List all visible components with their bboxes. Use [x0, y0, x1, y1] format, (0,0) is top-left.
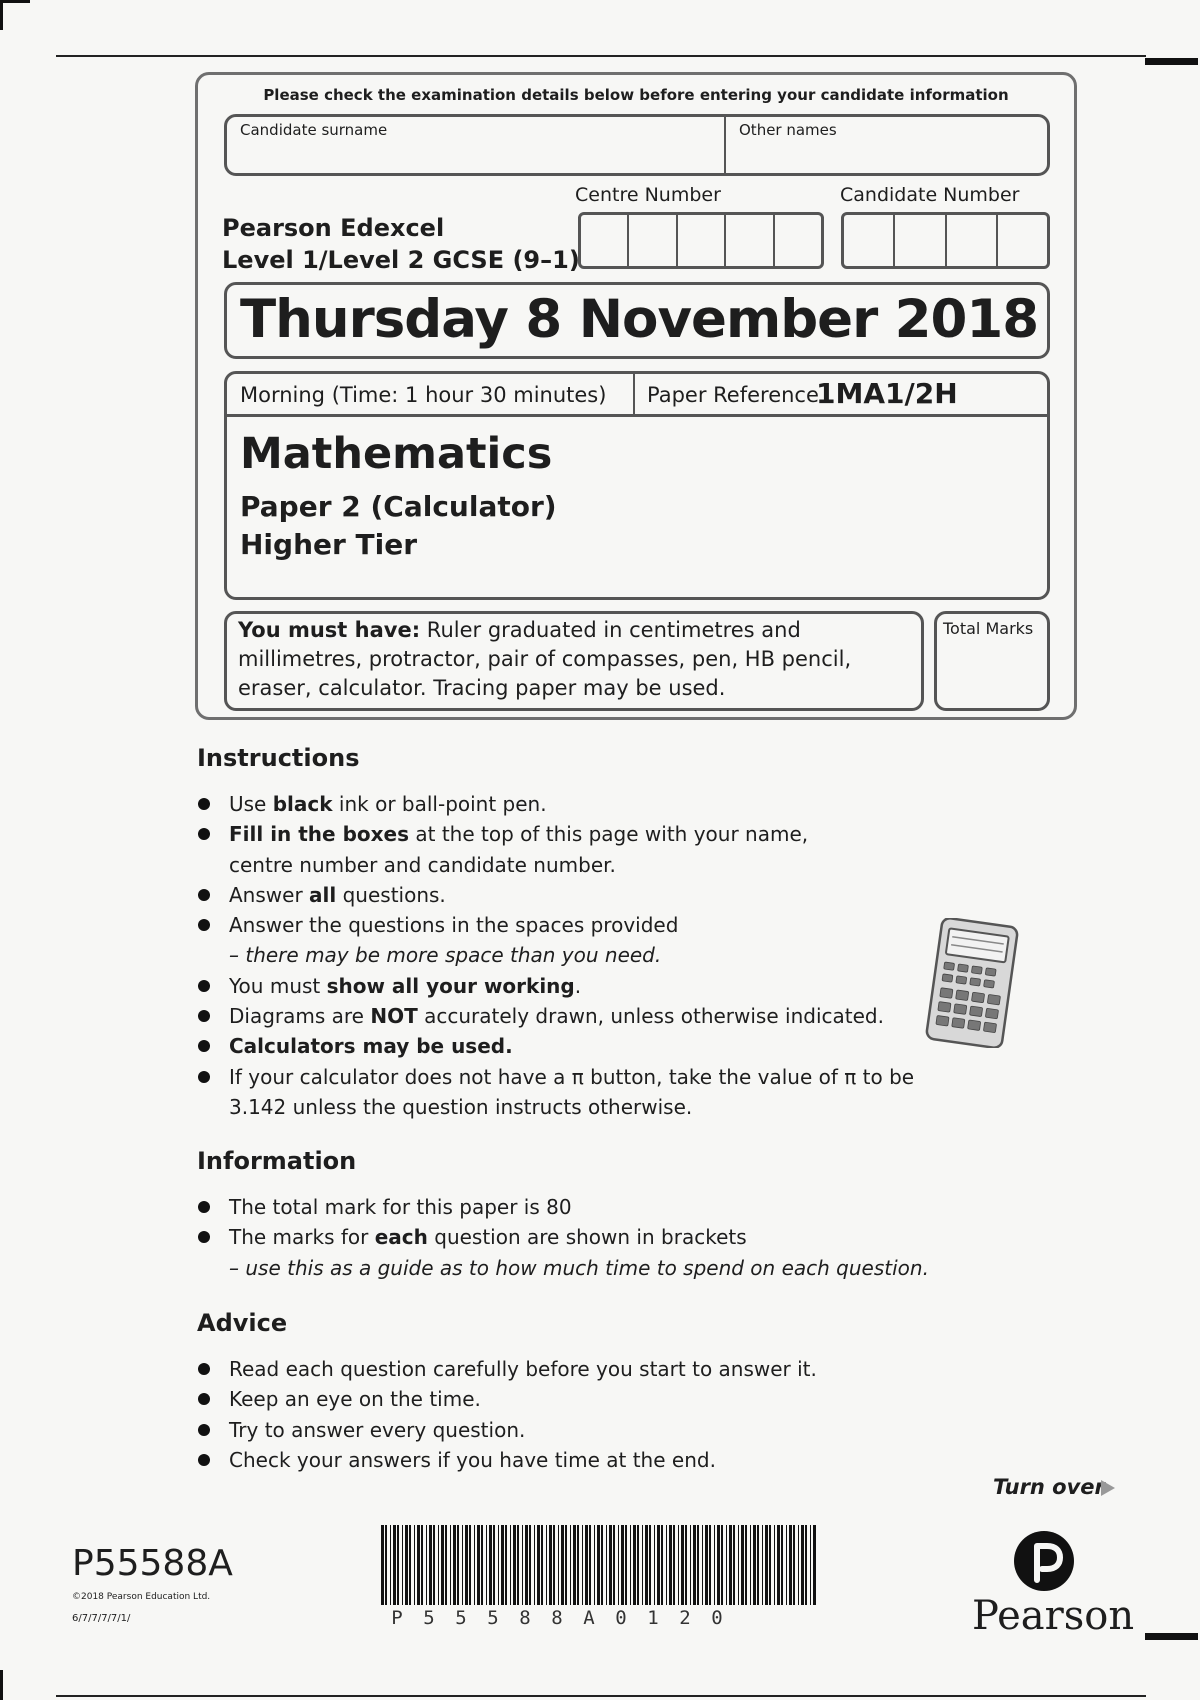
barcode-bar — [621, 1525, 624, 1605]
barcode-bar — [498, 1525, 499, 1605]
barcode-bar — [426, 1525, 427, 1605]
barcode-digit: A — [583, 1607, 595, 1629]
list-item: You must show all your working. — [197, 971, 914, 1001]
barcode-bar — [609, 1525, 612, 1605]
barcode-bar — [534, 1525, 535, 1605]
barcode-bar — [630, 1525, 631, 1605]
barcode-bar — [558, 1525, 559, 1605]
barcode-bar — [453, 1525, 456, 1605]
barcode-bar — [505, 1525, 507, 1605]
barcode-bar — [714, 1525, 715, 1605]
bullet-icon — [198, 798, 210, 810]
advice-list — [197, 1354, 817, 1475]
barcode-bar — [522, 1525, 523, 1605]
barcode-bar — [721, 1525, 723, 1605]
barcode-bar — [493, 1525, 495, 1605]
barcode-bar — [666, 1525, 667, 1605]
information-title: Information — [197, 1147, 357, 1175]
barcode-bar — [805, 1525, 807, 1605]
barcode-bar — [798, 1525, 799, 1605]
barcode-digit: 8 — [551, 1607, 563, 1629]
candidate-surname-field[interactable]: Candidate surname — [240, 121, 388, 139]
list-item: Read each question carefully before you start to answer it. — [197, 1354, 817, 1384]
centre-number-label: Centre Number — [575, 184, 721, 206]
barcode-bar — [781, 1525, 783, 1605]
bullet-icon — [198, 828, 210, 840]
list-item: Answer all questions. — [197, 880, 914, 910]
tier-title: Higher Tier — [240, 528, 418, 561]
equipment-text — [238, 616, 918, 703]
candidate-number-label: Candidate Number — [840, 184, 1020, 206]
barcode-bar — [570, 1525, 571, 1605]
digit-box[interactable] — [844, 215, 895, 266]
barcode-digit: 0 — [711, 1607, 723, 1629]
barcode-bar — [525, 1525, 528, 1605]
barcode-bar — [601, 1525, 603, 1605]
barcode-bar — [489, 1525, 492, 1605]
pearson-logo-icon — [1013, 1530, 1075, 1592]
barcode-bar — [577, 1525, 579, 1605]
barcode-bar — [753, 1525, 756, 1605]
bullet-icon — [198, 1231, 210, 1243]
information-list — [197, 1192, 929, 1283]
barcode-bar — [645, 1525, 648, 1605]
barcode-digit: 2 — [679, 1607, 691, 1629]
list-item: Answer the questions in the spaces provided – there may be more space than you need. — [197, 910, 914, 971]
barcode-bar — [565, 1525, 567, 1605]
crop-mark — [0, 1670, 3, 1700]
barcode-bar — [469, 1525, 471, 1605]
copyright-notice: ©2018 Pearson Education Ltd. — [72, 1592, 211, 1602]
barcode-bar — [690, 1525, 691, 1605]
barcode-bar — [693, 1525, 696, 1605]
barcode-bar — [510, 1525, 511, 1605]
barcode-bar — [589, 1525, 591, 1605]
barcode-bar — [541, 1525, 543, 1605]
barcode-bar — [777, 1525, 780, 1605]
session-divider — [224, 414, 1050, 417]
list-item: Check your answers if you have time at the end. — [197, 1445, 817, 1475]
digit-box[interactable] — [726, 215, 774, 266]
exam-date: Thursday 8 November 2018 — [240, 289, 1039, 350]
bullet-icon — [198, 1424, 210, 1436]
barcode-bar — [385, 1525, 387, 1605]
barcode-bar — [486, 1525, 487, 1605]
barcode-bar — [481, 1525, 483, 1605]
barcode-bar — [405, 1525, 408, 1605]
list-item: The total mark for this paper is 80 — [197, 1192, 929, 1222]
equipment-list: Ruler graduated in centimetres and millimetres, protractor, pair of compasses, pen, HB pencil, eraser, calculator. Tracing paper may be used. — [238, 618, 852, 700]
barcode-bar — [789, 1525, 792, 1605]
barcode-bar — [625, 1525, 627, 1605]
total-marks-label: Total Marks — [943, 619, 1034, 638]
print-code: 6/7/7/7/7/1/ — [72, 1613, 131, 1624]
barcode-bar — [750, 1525, 751, 1605]
barcode-bar — [681, 1525, 684, 1605]
barcode-bar — [669, 1525, 672, 1605]
barcode-bar — [801, 1525, 804, 1605]
list-item: Diagrams are NOT accurately drawn, unless otherwise indicated. — [197, 1001, 914, 1031]
exam-session: Morning (Time: 1 hour 30 minutes) — [240, 383, 607, 407]
digit-box[interactable] — [581, 215, 629, 266]
qualification-level: Level 1/Level 2 GCSE (9–1) — [222, 246, 580, 274]
barcode-digit: 5 — [487, 1607, 499, 1629]
list-item: The marks for each question are shown in brackets – use this as a guide as to how much time to spend on each question. — [197, 1222, 929, 1283]
barcode-bar — [457, 1525, 459, 1605]
subject-title: Mathematics — [240, 429, 553, 479]
digit-box[interactable] — [895, 215, 946, 266]
bullet-icon — [198, 1363, 210, 1375]
barcode-bar — [573, 1525, 576, 1605]
barcode-bar — [553, 1525, 555, 1605]
barcode-bar — [441, 1525, 444, 1605]
barcode-bar — [597, 1525, 600, 1605]
barcode-bar — [637, 1525, 639, 1605]
barcode-number — [381, 1607, 817, 1629]
bullet-icon — [198, 1071, 210, 1083]
barcode-bar — [762, 1525, 763, 1605]
bullet-icon — [198, 889, 210, 901]
barcode-digit: P — [391, 1607, 403, 1629]
barcode-bar — [417, 1525, 420, 1605]
digit-box[interactable] — [947, 215, 998, 266]
barcode-bar — [409, 1525, 411, 1605]
barcode-bar — [501, 1525, 504, 1605]
barcode-icon — [381, 1525, 817, 1605]
barcode-bar — [741, 1525, 744, 1605]
digit-box[interactable] — [775, 215, 821, 266]
barcode-bar — [673, 1525, 675, 1605]
barcode-bar — [769, 1525, 771, 1605]
barcode-bar — [745, 1525, 747, 1605]
crop-mark — [0, 0, 30, 3]
pearson-wordmark: Pearson — [972, 1593, 1135, 1639]
bullet-icon — [198, 1201, 210, 1213]
barcode-bar — [402, 1525, 403, 1605]
barcode-bar — [546, 1525, 547, 1605]
barcode-bar — [585, 1525, 588, 1605]
paper-title: Paper 2 (Calculator) — [240, 490, 557, 523]
barcode-bar — [661, 1525, 663, 1605]
barcode-bar — [438, 1525, 439, 1605]
barcode-bar — [450, 1525, 451, 1605]
barcode-bar — [705, 1525, 708, 1605]
instructions-list — [197, 789, 914, 1122]
barcode-bar — [393, 1525, 396, 1605]
list-item: Fill in the boxes at the top of this page with your name, centre number and candidate number. — [197, 819, 914, 880]
bullet-icon — [198, 1010, 210, 1022]
advice-title: Advice — [197, 1309, 288, 1337]
margin-tab — [1145, 58, 1198, 65]
barcode-bar — [702, 1525, 703, 1605]
bullet-icon — [198, 919, 210, 931]
barcode-bar — [462, 1525, 463, 1605]
barcode-bar — [729, 1525, 732, 1605]
barcode-bar — [529, 1525, 531, 1605]
barcode-bar — [397, 1525, 399, 1605]
barcode-bar — [733, 1525, 735, 1605]
instructions-title: Instructions — [197, 744, 360, 772]
barcode-bar — [613, 1525, 615, 1605]
barcode-bar — [697, 1525, 699, 1605]
barcode-bar — [549, 1525, 552, 1605]
barcode-bar — [429, 1525, 432, 1605]
barcode-bar — [810, 1525, 811, 1605]
barcode-bar — [537, 1525, 540, 1605]
barcode-digit: 8 — [519, 1607, 531, 1629]
barcode-bar — [594, 1525, 595, 1605]
bottom-rule — [56, 1695, 1146, 1697]
barcode-bar — [649, 1525, 651, 1605]
top-rule — [56, 55, 1146, 57]
barcode-digit: 1 — [647, 1607, 659, 1629]
barcode-bar — [477, 1525, 480, 1605]
list-item: Keep an eye on the time. — [197, 1384, 817, 1414]
barcode-bar — [517, 1525, 519, 1605]
barcode-bar — [445, 1525, 447, 1605]
barcode-bar — [618, 1525, 619, 1605]
centre-number-boxes[interactable] — [578, 212, 824, 269]
list-item: Try to answer every question. — [197, 1415, 817, 1445]
barcode-bar — [793, 1525, 795, 1605]
barcode-bar — [606, 1525, 607, 1605]
barcode-bar — [421, 1525, 423, 1605]
barcode-bar — [474, 1525, 475, 1605]
barcode-bar — [738, 1525, 739, 1605]
barcode-bar — [717, 1525, 720, 1605]
bullet-icon — [198, 1040, 210, 1052]
barcode-digit: 5 — [423, 1607, 435, 1629]
barcode-bar — [678, 1525, 679, 1605]
crop-mark — [0, 0, 3, 30]
barcode-bar — [390, 1525, 391, 1605]
paper-reference-label: Paper Reference — [647, 383, 819, 407]
barcode-bar — [561, 1525, 564, 1605]
turn-over-label: Turn over — [993, 1475, 1105, 1499]
barcode-bar — [774, 1525, 775, 1605]
other-names-field[interactable]: Other names — [739, 121, 837, 139]
barcode-bar — [657, 1525, 660, 1605]
names-divider — [724, 114, 726, 176]
digit-box[interactable] — [629, 215, 677, 266]
list-item: If your calculator does not have a π button, take the value of π to be 3.142 unless the question instructs otherwise. — [197, 1062, 914, 1123]
equipment-label: You must have: — [238, 618, 421, 642]
bullet-icon — [198, 980, 210, 992]
barcode-bar — [414, 1525, 415, 1605]
calculator-icon — [922, 918, 1022, 1048]
barcode-bar — [381, 1525, 384, 1605]
barcode-bar — [654, 1525, 655, 1605]
session-divider — [633, 371, 635, 416]
barcode-bar — [726, 1525, 727, 1605]
barcode-digit: 5 — [455, 1607, 467, 1629]
bullet-icon — [198, 1393, 210, 1405]
barcode-bar — [757, 1525, 759, 1605]
exam-board — [222, 212, 580, 276]
barcode-bar — [633, 1525, 636, 1605]
turn-over-arrow-icon — [1101, 1480, 1115, 1496]
barcode-bar — [465, 1525, 468, 1605]
barcode-bar — [582, 1525, 583, 1605]
check-details-notice: Please check the examination details below before entering your candidate information — [263, 86, 1009, 104]
digit-box[interactable] — [678, 215, 726, 266]
barcode-digit: 0 — [615, 1607, 627, 1629]
list-item: Use black ink or ball-point pen. — [197, 789, 914, 819]
bullet-icon — [198, 1454, 210, 1466]
barcode-bar — [765, 1525, 768, 1605]
candidate-number-boxes[interactable] — [841, 212, 1050, 269]
barcode-bar — [433, 1525, 435, 1605]
barcode-bar — [685, 1525, 687, 1605]
list-item: Calculators may be used. — [197, 1031, 914, 1061]
paper-code: P55588A — [72, 1543, 233, 1584]
barcode-bar — [642, 1525, 643, 1605]
digit-box[interactable] — [998, 215, 1047, 266]
barcode-bar — [709, 1525, 711, 1605]
paper-reference-code: 1MA1/2H — [816, 377, 958, 410]
barcode-bar — [786, 1525, 787, 1605]
exam-board-name: Pearson Edexcel — [222, 214, 445, 242]
barcode-bar — [513, 1525, 516, 1605]
margin-tab — [1145, 1633, 1198, 1640]
barcode-bar — [813, 1525, 816, 1605]
